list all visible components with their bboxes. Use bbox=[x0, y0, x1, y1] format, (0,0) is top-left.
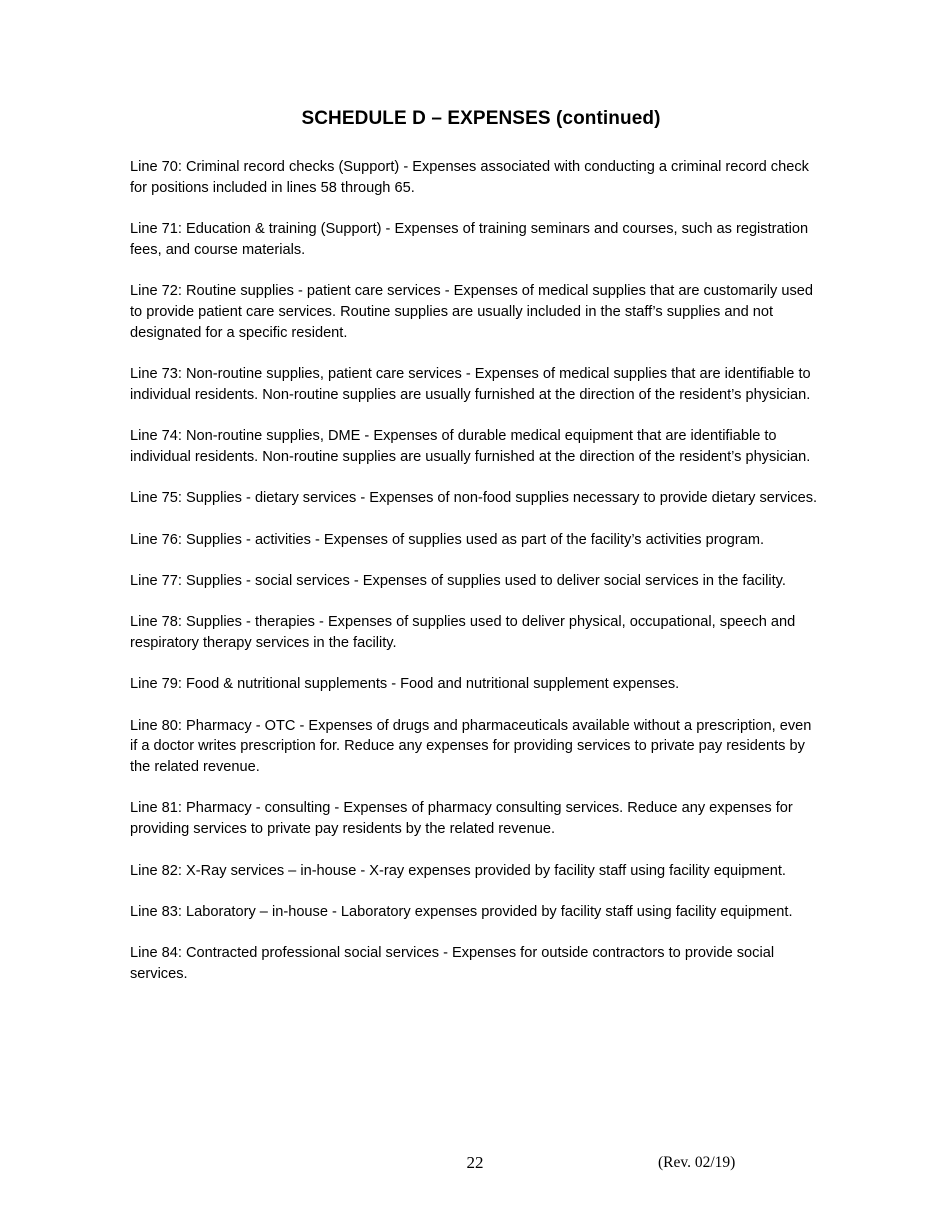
line-76-entry: Line 76: Supplies - activities - Expenses of supplies used as part of the facility’s activities program. bbox=[130, 531, 765, 548]
line-73-entry: Line 73: Non-routine supplies, patient care services - Expenses of medical supplies that are identifiable to individual residents. Non-routine supplies are usually furnished at the direction of the resident’s physician. bbox=[130, 366, 811, 403]
line-71-entry: Line 71: Education & training (Support) - Expenses of training seminars and courses, such as registration fees, and course materials. bbox=[130, 221, 809, 258]
line-79-entry: Line 79: Food & nutritional supplements - Food and nutritional supplement expenses. bbox=[130, 676, 680, 693]
page-number: 22 bbox=[466, 1153, 484, 1172]
line-75-entry: Line 75: Supplies - dietary services - Expenses of non-food supplies necessary to provide dietary services. bbox=[130, 490, 818, 507]
line-74-entry: Line 74: Non-routine supplies, DME - Expenses of durable medical equipment that are identifiable to individual residents. Non-routine supplies are usually furnished at the direction of the resident’s physician. bbox=[130, 428, 811, 465]
line-70-entry: Line 70: Criminal record checks (Support) - Expenses associated with conducting a criminal record check for positions included in lines 58 through 65. bbox=[130, 159, 809, 196]
line-80-entry: Line 80: Pharmacy - OTC - Expenses of drugs and pharmaceuticals available without a prescription, even if a doctor writes prescription for. Reduce any expenses for providing services to private pay residents by the related revenue. bbox=[130, 717, 812, 776]
line-82-entry: Line 82: X-Ray services – in-house - X-ray expenses provided by facility staff using facility equipment. bbox=[130, 862, 786, 879]
page-title: SCHEDULE D – EXPENSES (continued) bbox=[301, 108, 661, 129]
line-72-entry: Line 72: Routine supplies - patient care services - Expenses of medical supplies that are customarily used to provide patient care services. Routine supplies are usually included in the staff’s supplies and not designated for a specific resident. bbox=[130, 283, 814, 341]
line-77-entry: Line 77: Supplies - social services - Expenses of supplies used to deliver social services in the facility. bbox=[130, 572, 786, 589]
line-84-entry: Line 84: Contracted professional social services - Expenses for outside contractors to provide social services. bbox=[130, 945, 775, 982]
line-78-entry: Line 78: Supplies - therapies - Expenses of supplies used to deliver physical, occupational, speech and respiratory therapy services in the facility. bbox=[130, 614, 796, 651]
expense-line-list bbox=[130, 157, 822, 1005]
line-81-entry: Line 81: Pharmacy - consulting - Expenses of pharmacy consulting services. Reduce any expenses for providing services to private pay residents by the related revenue. bbox=[130, 800, 793, 838]
revision-date: (Rev. 02/19) bbox=[658, 1154, 736, 1171]
line-83-entry: Line 83: Laboratory – in-house - Laboratory expenses provided by facility staff using facility equipment. bbox=[130, 903, 793, 920]
